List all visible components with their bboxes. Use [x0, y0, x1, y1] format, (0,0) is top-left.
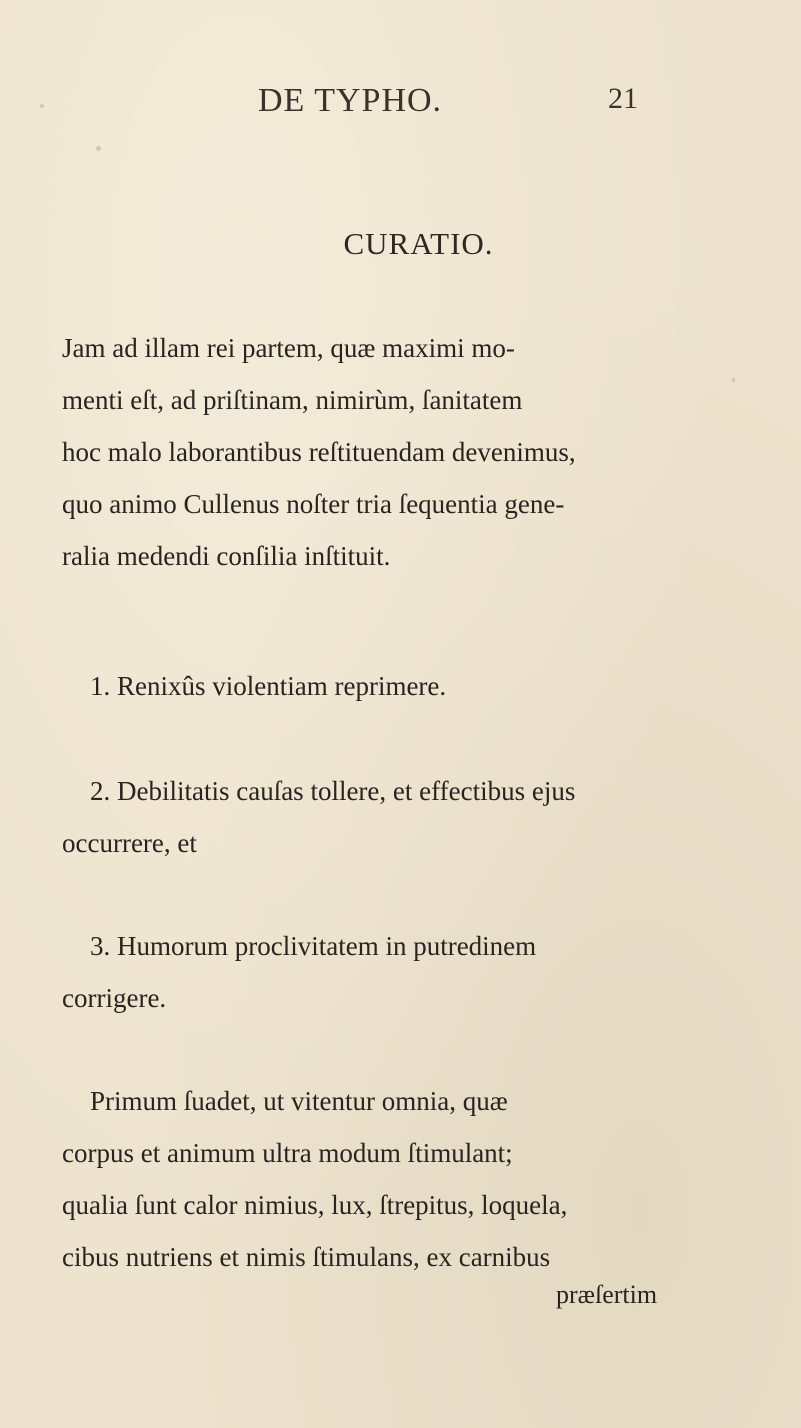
list-item-3 — [62, 920, 666, 1024]
text-line: 3. Humorum proclivitatem in putredinem — [90, 931, 537, 961]
primum-paragraph — [62, 1075, 668, 1283]
text-line: Primum ſuadet, ut vitentur omnia, quæ — [90, 1086, 508, 1116]
section-heading: CURATIO. — [343, 226, 494, 261]
text-line: ralia medendi conſilia inſtituit. — [62, 541, 391, 571]
list-item-1 — [90, 660, 666, 712]
catchword: præſertim — [556, 1280, 658, 1309]
text-line: occurrere, et — [62, 828, 197, 858]
paper-speck — [732, 378, 735, 382]
paper-speck — [96, 146, 101, 151]
intro-paragraph — [62, 322, 668, 582]
running-title: DE TYPHO. — [258, 82, 443, 119]
text-line: 1. Renixûs violentiam reprimere. — [90, 671, 447, 701]
text-line: 2. Debilitatis cauſas tollere, et effectibus ejus — [90, 776, 576, 806]
text-line: quo animo Cullenus noſter tria ſequentia gene- — [62, 489, 565, 519]
page-number: 21 — [608, 82, 638, 115]
list-item-2 — [62, 765, 666, 869]
paper-speck — [40, 104, 44, 108]
running-head — [0, 82, 801, 122]
text-line: cibus nutriens et nimis ſtimulans, ex carnibus — [62, 1242, 551, 1272]
text-line: Jam ad illam rei partem, quæ maximi mo- — [62, 333, 515, 363]
text-line: menti eſt, ad priſtinam, nimirùm, ſanitatem — [62, 385, 523, 415]
text-line: qualia ſunt calor nimius, lux, ſtrepitus, loquela, — [62, 1190, 568, 1220]
text-line: hoc malo laborantibus reſtituendam devenimus, — [62, 437, 576, 467]
text-line: corrigere. — [62, 983, 167, 1013]
text-line: corpus et animum ultra modum ſtimulant; — [62, 1138, 513, 1168]
